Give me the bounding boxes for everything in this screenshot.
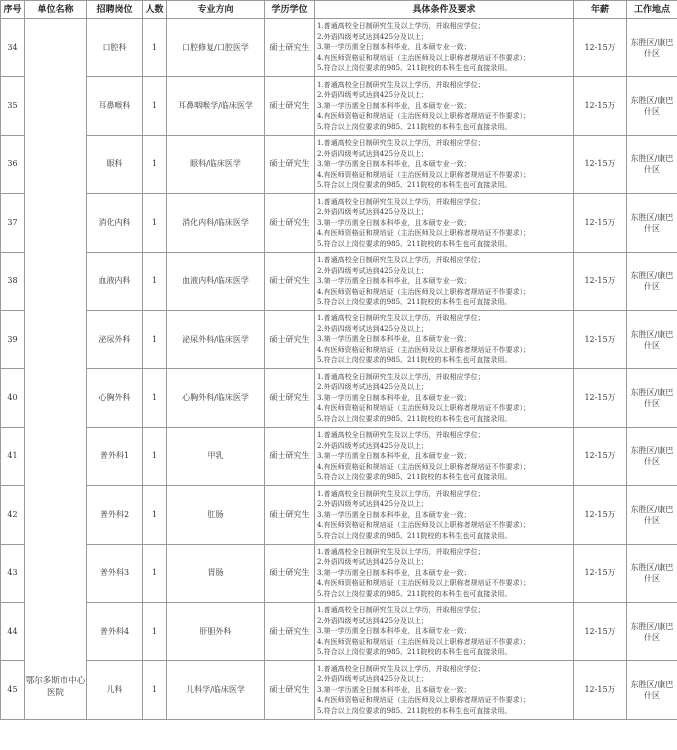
row-location: 东胜区/康巴什区: [627, 135, 677, 193]
requirement-line: 4.有医师资格证和规培证（主治医师及以上职称者规培证不作要求）；: [317, 637, 531, 646]
requirement-line: 2.外语四级考试达到425分及以上；: [317, 208, 429, 217]
requirement-line: 3.第一学历需全日制本科毕业，且本硕专业一致；: [317, 510, 471, 519]
row-major: 消化内科/临床医学: [167, 194, 265, 252]
row-degree: 硕士研究生: [265, 19, 315, 77]
table-row: [1, 19, 677, 77]
requirement-line: 4.有医师资格证和规培证（主治医师及以上职称者规培证不作要求）；: [317, 170, 531, 179]
row-degree: 硕士研究生: [265, 194, 315, 252]
row-location: 东胜区/康巴什区: [627, 194, 677, 252]
unit-name: 鄂尔多斯市中心医院: [25, 19, 87, 720]
row-requirements: [315, 427, 574, 485]
row-count: 1: [143, 661, 167, 719]
row-salary: 12-15万: [574, 310, 627, 368]
row-post: 消化内科: [87, 194, 143, 252]
requirement-line: 3.第一学历需全日制本科毕业，且本硕专业一致；: [317, 627, 471, 636]
requirement-line: 1.普通高校全日制研究生及以上学历，并取相应学位；: [317, 256, 485, 264]
row-count: 1: [143, 486, 167, 544]
requirement-line: 3.第一学历需全日制本科毕业，且本硕专业一致；: [317, 393, 471, 402]
requirement-line: 1.普通高校全日制研究生及以上学历，并取相应学位；: [317, 22, 485, 31]
requirement-line: 3.第一学历需全日制本科毕业，且本硕专业一致；: [317, 568, 471, 577]
requirement-line: 5.符合以上岗位要求的985、211院校的本科生也可直接录用。: [317, 648, 512, 657]
row-requirements: [315, 661, 574, 719]
row-major: 胃肠: [167, 544, 265, 602]
requirement-line: 2.外语四级考试达到425分及以上；: [317, 32, 429, 41]
requirement-line: 5.符合以上岗位要求的985、211院校的本科生也可直接录用。: [317, 531, 512, 540]
row-count: 1: [143, 602, 167, 660]
table-body: [1, 19, 677, 720]
row-degree: 硕士研究生: [265, 486, 315, 544]
row-location: 东胜区/康巴什区: [627, 661, 677, 719]
requirement-line: 1.普通高校全日制研究生及以上学历，并取相应学位；: [317, 664, 485, 673]
row-seq: 42: [1, 486, 25, 544]
table-row: [1, 369, 677, 427]
row-salary: 12-15万: [574, 602, 627, 660]
row-requirements: [315, 369, 574, 427]
requirement-line: 1.普通高校全日制研究生及以上学历，并取相应学位；: [317, 372, 485, 381]
row-post: 普外科2: [87, 486, 143, 544]
requirement-line: 4.有医师资格证和规培证（主治医师及以上职称者规培证不作要求）；: [317, 229, 531, 238]
row-major: 甲乳: [167, 427, 265, 485]
row-location: 东胜区/康巴什区: [627, 427, 677, 485]
row-location: 东胜区/康巴什区: [627, 486, 677, 544]
row-requirements: [315, 194, 574, 252]
requirement-line: 3.第一学历需全日制本科毕业，且本硕专业一致；: [317, 218, 471, 227]
requirement-line: 2.外语四级考试达到425分及以上；: [317, 149, 429, 158]
row-post: 泌尿外科: [87, 310, 143, 368]
row-seq: 34: [1, 19, 25, 77]
row-major: 泌尿外科/临床医学: [167, 310, 265, 368]
row-degree: 硕士研究生: [265, 427, 315, 485]
row-salary: 12-15万: [574, 77, 627, 135]
row-post: 口腔科: [87, 19, 143, 77]
row-post: 眼科: [87, 135, 143, 193]
row-location: 东胜区/康巴什区: [627, 77, 677, 135]
row-major: 肛肠: [167, 486, 265, 544]
requirement-line: 5.符合以上岗位要求的985、211院校的本科生也可直接录用。: [317, 298, 512, 306]
row-salary: 12-15万: [574, 194, 627, 252]
row-post: 普外科4: [87, 602, 143, 660]
requirement-line: 5.符合以上岗位要求的985、211院校的本科生也可直接录用。: [317, 706, 512, 715]
table-row: [1, 602, 677, 660]
header-major: 专业方向: [167, 1, 265, 19]
row-degree: 硕士研究生: [265, 602, 315, 660]
requirement-line: 5.符合以上岗位要求的985、211院校的本科生也可直接录用。: [317, 239, 512, 248]
row-post: 耳鼻喉科: [87, 77, 143, 135]
requirement-line: 5.符合以上岗位要求的985、211院校的本科生也可直接录用。: [317, 122, 512, 131]
requirement-line: 3.第一学历需全日制本科毕业，且本硕专业一致；: [317, 160, 471, 169]
requirement-line: 2.外语四级考试达到425分及以上；: [317, 324, 429, 333]
requirement-line: 3.第一学历需全日制本科毕业，且本硕专业一致；: [317, 43, 471, 52]
requirement-line: 5.符合以上岗位要求的985、211院校的本科生也可直接录用。: [317, 356, 512, 365]
row-seq: 41: [1, 427, 25, 485]
row-requirements: [315, 77, 574, 135]
row-post: 普外科1: [87, 427, 143, 485]
table-row: [1, 194, 677, 252]
table-row: [1, 544, 677, 602]
row-salary: 12-15万: [574, 19, 627, 77]
row-major: 口腔修复/口腔医学: [167, 19, 265, 77]
row-major: 儿科学/临床医学: [167, 661, 265, 719]
row-post: 儿科: [87, 661, 143, 719]
header-post: 招聘岗位: [87, 1, 143, 19]
row-count: 1: [143, 544, 167, 602]
row-salary: 12-15万: [574, 369, 627, 427]
row-count: 1: [143, 135, 167, 193]
row-degree: 硕士研究生: [265, 310, 315, 368]
row-seq: 35: [1, 77, 25, 135]
row-major: 眼科/临床医学: [167, 135, 265, 193]
requirement-line: 2.外语四级考试达到425分及以上；: [317, 500, 429, 509]
requirement-line: 4.有医师资格证和规培证（主治医师及以上职称者规培证不作要求）；: [317, 404, 531, 413]
row-location: 东胜区/康巴什区: [627, 19, 677, 77]
row-degree: 硕士研究生: [265, 369, 315, 427]
requirement-line: 1.普通高校全日制研究生及以上学历，并取相应学位；: [317, 489, 485, 498]
requirement-line: 3.第一学历需全日制本科毕业，且本硕专业一致；: [317, 101, 471, 110]
requirement-line: 2.外语四级考试达到425分及以上；: [317, 675, 429, 684]
header-seq: 序号: [1, 1, 25, 19]
requirement-line: 4.有医师资格证和规培证（主治医师及以上职称者规培证不作要求）；: [317, 462, 531, 471]
row-seq: 39: [1, 310, 25, 368]
row-salary: 12-15万: [574, 486, 627, 544]
row-seq: 37: [1, 194, 25, 252]
requirement-line: 4.有医师资格证和规培证（主治医师及以上职称者规培证不作要求）；: [317, 521, 531, 530]
row-post: 普外科3: [87, 544, 143, 602]
requirement-line: 4.有医师资格证和规培证（主治医师及以上职称者规培证不作要求）；: [317, 112, 531, 121]
requirement-line: 2.外语四级考试达到425分及以上；: [317, 616, 429, 625]
requirement-line: 4.有医师资格证和规培证（主治医师及以上职称者规培证不作要求）；: [317, 53, 531, 62]
row-requirements: [315, 252, 574, 310]
requirement-line: 4.有医师资格证和规培证（主治医师及以上职称者规培证不作要求）；: [317, 287, 531, 296]
header-row: [1, 1, 677, 19]
row-requirements: [315, 135, 574, 193]
row-seq: 38: [1, 252, 25, 310]
table-row: [1, 77, 677, 135]
row-requirements: [315, 486, 574, 544]
table-row: [1, 427, 677, 485]
table-row: [1, 661, 677, 719]
row-requirements: [315, 544, 574, 602]
requirement-line: 3.第一学历需全日制本科毕业，且本硕专业一致；: [317, 277, 471, 285]
row-major: 血液内科/临床医学: [167, 252, 265, 310]
row-location: 东胜区/康巴什区: [627, 252, 677, 310]
requirement-line: 3.第一学历需全日制本科毕业，且本硕专业一致；: [317, 685, 471, 694]
row-requirements: [315, 19, 574, 77]
row-count: 1: [143, 427, 167, 485]
row-salary: 12-15万: [574, 661, 627, 719]
header-salary: 年薪: [574, 1, 627, 19]
requirement-line: 5.符合以上岗位要求的985、211院校的本科生也可直接录用。: [317, 589, 512, 598]
row-degree: 硕士研究生: [265, 77, 315, 135]
header-unit: 单位名称: [25, 1, 87, 19]
row-major: 肝胆外科: [167, 602, 265, 660]
row-count: 1: [143, 369, 167, 427]
header-location: 工作地点: [627, 1, 677, 19]
requirement-line: 4.有医师资格证和规培证（主治医师及以上职称者规培证不作要求）；: [317, 696, 531, 705]
row-requirements: [315, 602, 574, 660]
requirement-line: 5.符合以上岗位要求的985、211院校的本科生也可直接录用。: [317, 64, 512, 73]
requirement-line: 2.外语四级考试达到425分及以上；: [317, 266, 429, 275]
row-requirements: [315, 310, 574, 368]
requirement-line: 2.外语四级考试达到425分及以上；: [317, 441, 429, 450]
requirement-line: 1.普通高校全日制研究生及以上学历，并取相应学位；: [317, 197, 485, 206]
requirement-line: 2.外语四级考试达到425分及以上；: [317, 91, 429, 100]
requirement-line: 4.有医师资格证和规培证（主治医师及以上职称者规培证不作要求）；: [317, 345, 531, 354]
requirement-line: 1.普通高校全日制研究生及以上学历，并取相应学位；: [317, 547, 485, 556]
row-location: 东胜区/康巴什区: [627, 544, 677, 602]
row-degree: 硕士研究生: [265, 544, 315, 602]
row-major: 耳鼻咽喉学/临床医学: [167, 77, 265, 135]
row-count: 1: [143, 19, 167, 77]
row-location: 东胜区/康巴什区: [627, 369, 677, 427]
row-count: 1: [143, 194, 167, 252]
row-degree: 硕士研究生: [265, 661, 315, 719]
row-major: 心胸外科/临床医学: [167, 369, 265, 427]
requirement-line: 1.普通高校全日制研究生及以上学历，并取相应学位；: [317, 139, 485, 148]
requirement-line: 1.普通高校全日制研究生及以上学历，并取相应学位；: [317, 431, 485, 440]
header-requirements: 具体条件及要求: [315, 1, 574, 19]
requirement-line: 3.第一学历需全日制本科毕业，且本硕专业一致；: [317, 335, 471, 344]
table-row: [1, 135, 677, 193]
requirement-line: 2.外语四级考试达到425分及以上；: [317, 383, 429, 392]
row-degree: 硕士研究生: [265, 252, 315, 310]
row-seq: 45: [1, 661, 25, 719]
row-salary: 12-15万: [574, 252, 627, 310]
requirement-line: 5.符合以上岗位要求的985、211院校的本科生也可直接录用。: [317, 414, 512, 423]
row-seq: 36: [1, 135, 25, 193]
row-salary: 12-15万: [574, 427, 627, 485]
row-seq: 40: [1, 369, 25, 427]
row-post: 血液内科: [87, 252, 143, 310]
row-post: 心胸外科: [87, 369, 143, 427]
requirement-line: 1.普通高校全日制研究生及以上学历，并取相应学位；: [317, 314, 485, 323]
row-salary: 12-15万: [574, 544, 627, 602]
table-row: [1, 252, 677, 310]
requirement-line: 5.符合以上岗位要求的985、211院校的本科生也可直接录用。: [317, 473, 512, 482]
row-location: 东胜区/康巴什区: [627, 310, 677, 368]
row-count: 1: [143, 77, 167, 135]
row-salary: 12-15万: [574, 135, 627, 193]
requirement-line: 2.外语四级考试达到425分及以上；: [317, 558, 429, 567]
row-count: 1: [143, 310, 167, 368]
table-row: [1, 310, 677, 368]
header-degree: 学历学位: [265, 1, 315, 19]
row-degree: 硕士研究生: [265, 135, 315, 193]
table-row: [1, 486, 677, 544]
row-location: 东胜区/康巴什区: [627, 602, 677, 660]
requirement-line: 3.第一学历需全日制本科毕业，且本硕专业一致；: [317, 452, 471, 461]
row-count: 1: [143, 252, 167, 310]
header-count: 人数: [143, 1, 167, 19]
requirement-line: 4.有医师资格证和规培证（主治医师及以上职称者规培证不作要求）；: [317, 579, 531, 588]
row-seq: 43: [1, 544, 25, 602]
requirement-line: 1.普通高校全日制研究生及以上学历，并取相应学位；: [317, 606, 485, 615]
requirement-line: 5.符合以上岗位要求的985、211院校的本科生也可直接录用。: [317, 181, 512, 190]
row-seq: 44: [1, 602, 25, 660]
requirement-line: 1.普通高校全日制研究生及以上学历，并取相应学位；: [317, 80, 485, 89]
